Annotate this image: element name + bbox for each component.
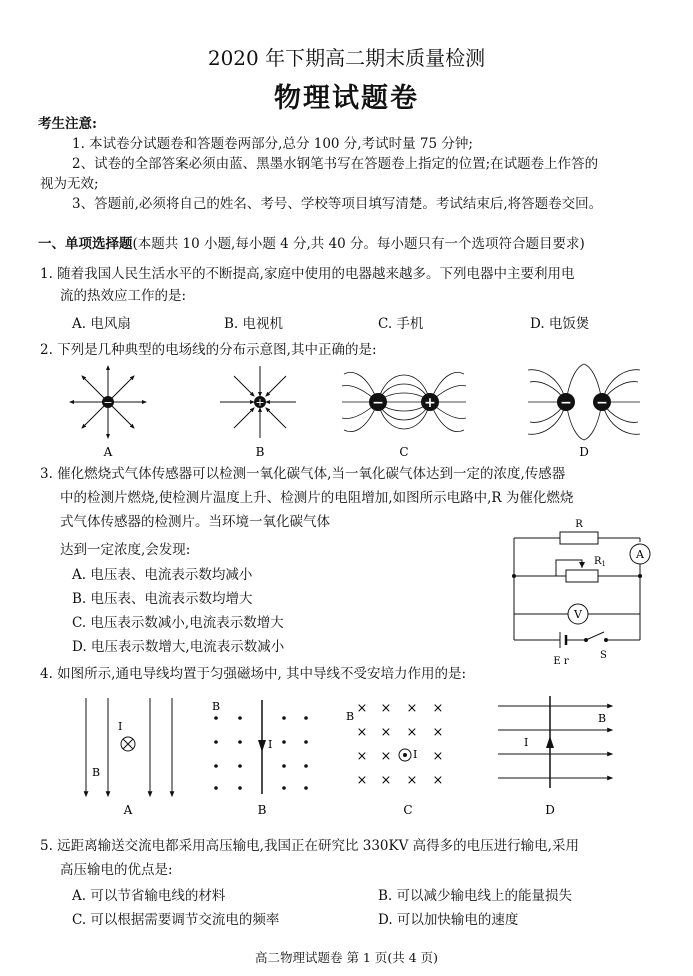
section-note: (本题共 10 小题,每小题 4 分,共 40 分。每小题只有一个选项符合题目要求): [132, 236, 585, 252]
svg-text:×: ×: [356, 773, 368, 788]
q1-stem: 流的热效应工作的是:: [60, 288, 187, 304]
paper-subtitle: 物理试题卷: [274, 83, 419, 114]
q3-option-b: B. 电压表、电流表示数均增大: [72, 591, 253, 607]
q1-option-b: B. 电视机: [224, 316, 284, 332]
q1-option-c: C. 手机: [378, 316, 424, 332]
q4-label-c: C: [403, 803, 413, 817]
q3-option-c: C. 电压表示数减小,电流表示数增大: [72, 615, 284, 631]
svg-text:×: ×: [380, 725, 392, 740]
q5-option-b: B. 可以减少输电线上的能量损失: [378, 888, 573, 904]
notice-item: 3、答题前,必须将自己的姓名、考号、学校等项目填写清楚。考试结束后,将答题卷交回。: [72, 196, 603, 212]
field-label-c: B: [346, 710, 355, 723]
field-diagram-b: [220, 366, 296, 459]
charge-sign: +: [255, 396, 265, 409]
svg-text:×: ×: [380, 701, 392, 716]
q5-option-d: D. 可以加快输电的速度: [378, 912, 519, 928]
section-title: 一、单项选择题: [38, 236, 133, 252]
q3-stem: 达到一定浓度,会发现:: [60, 542, 191, 558]
q3-stem: 中的检测片燃烧,使检测片温度上升、检测片的电阻增加,如图所示电路中,R 为催化燃烧: [60, 490, 574, 506]
svg-text:×: ×: [432, 701, 444, 716]
svg-text:×: ×: [432, 773, 444, 788]
q1-option-a: A. 电风扇: [72, 316, 131, 332]
q5-stem: 5. 远距离输送交流电都采用高压输电,我国正在研究比 330KV 高得多的电压进行输电,采用: [40, 838, 579, 854]
charge-sign: −: [560, 395, 572, 411]
charge-sign: −: [103, 396, 113, 409]
notice-item: 2、试卷的全部答案必须由蓝、黑墨水钢笔书写在答题卷上指定的位置;在试题卷上作答的: [72, 156, 599, 172]
current-label-c: I: [413, 748, 418, 761]
q5-option-a: A. 可以节省输电线的材料: [72, 888, 226, 904]
svg-text:×: ×: [406, 701, 418, 716]
diagram-label-b: B: [255, 445, 265, 459]
field-diagram-a: [70, 366, 146, 459]
source-label: E r: [553, 656, 569, 667]
q5-stem: 高压输电的优点是:: [60, 862, 173, 878]
page-footer: 高二物理试题卷 第 1 页(共 4 页): [254, 950, 439, 965]
q4-label-b: B: [257, 803, 267, 817]
field-diagram-d: [528, 364, 640, 440]
q1-option-d: D. 电饭煲: [530, 316, 590, 332]
field-diagram-d-charges: [557, 393, 611, 459]
q4-stem: 4. 如图所示,通电导线均置于匀强磁场中, 其中导线不受安培力作用的是:: [40, 666, 467, 682]
notice-item: 视为无效;: [40, 176, 99, 192]
charge-sign: −: [372, 395, 384, 411]
voltmeter-label: V: [574, 608, 582, 621]
q4-label-d: D: [545, 803, 555, 817]
svg-text:×: ×: [432, 749, 444, 764]
current-label-d: I: [524, 736, 529, 749]
svg-text:×: ×: [406, 773, 418, 788]
field-diagram-c: [342, 372, 466, 431]
current-label-b: I: [268, 738, 273, 751]
q3-circuit: [506, 516, 666, 666]
exam-title: 2020 年下期高二期末质量检测: [207, 46, 486, 70]
notice-heading: 考生注意:: [38, 116, 97, 132]
q3-stem: 3. 催化燃烧式气体传感器可以检测一氧化碳气体,当一氧化碳气体达到一定的浓度,传感器: [40, 466, 566, 482]
diagram-label-d: D: [579, 445, 589, 459]
field-label-b: B: [212, 700, 221, 713]
diagram-label-a: A: [103, 445, 113, 459]
switch-label: S: [600, 650, 607, 661]
magnetic-diagram-a: [86, 698, 172, 796]
resistor-r-label: R: [575, 519, 583, 530]
q3-stem: 式气体传感器的检测片。当环境一氧化碳气体: [60, 514, 330, 530]
q5-option-c: C. 可以根据需要调节交流电的频率: [72, 912, 280, 928]
svg-text:×: ×: [406, 725, 418, 740]
field-label-a: B: [92, 766, 101, 779]
svg-text:×: ×: [356, 701, 368, 716]
svg-text:×: ×: [356, 749, 368, 764]
magnetic-diagram-c: [357, 701, 444, 788]
resistor-r1-label: $R_1$: [594, 556, 606, 568]
q1-stem: 1. 随着我国人民生活水平的不断提高,家庭中使用的电器越来越多。下列电器中主要利用电: [40, 266, 575, 282]
svg-text:×: ×: [380, 773, 392, 788]
section-heading: [38, 234, 585, 254]
notice-item: 1. 本试卷分试题卷和答题卷两部分,总分 100 分,考试时量 75 分钟;: [72, 136, 473, 152]
magnetic-diagram-b: [214, 700, 308, 794]
svg-text:×: ×: [356, 725, 368, 740]
field-diagram-c-charges: [369, 393, 439, 459]
q3-option-a: A. 电压表、电流表示数均减小: [72, 567, 253, 583]
current-label-a: I: [118, 720, 123, 733]
charge-sign: +: [424, 395, 436, 411]
charge-sign: −: [596, 395, 608, 411]
q3-option-d: D. 电压表示数增大,电流表示数减小: [72, 639, 285, 655]
q2-field-diagrams: [0, 362, 693, 462]
q4-magnetic-diagrams: [0, 690, 693, 820]
svg-text:×: ×: [432, 725, 444, 740]
ammeter-label: A: [636, 548, 644, 561]
svg-text:×: ×: [380, 749, 392, 764]
diagram-label-c: C: [399, 445, 409, 459]
magnetic-diagram-d: [498, 696, 612, 788]
field-label-d: B: [598, 712, 607, 725]
q2-stem: 2. 下列是几种典型的电场线的分布示意图,其中正确的是:: [40, 342, 377, 358]
q4-label-a: A: [123, 803, 133, 817]
